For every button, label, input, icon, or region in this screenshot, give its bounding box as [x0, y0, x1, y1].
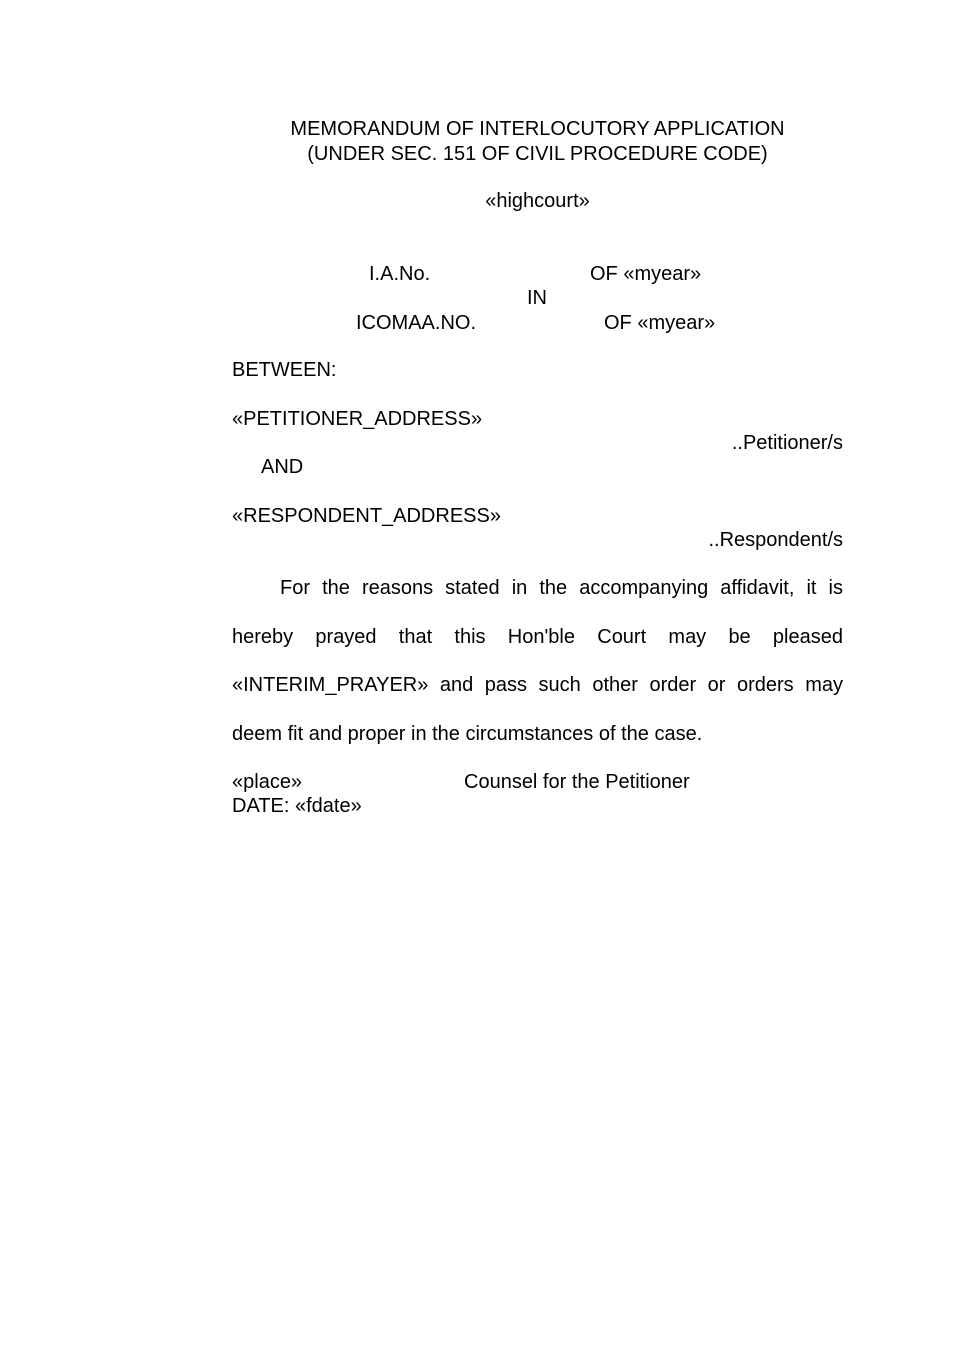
respondent-address: «RESPONDENT_ADDRESS»	[232, 505, 501, 527]
respondent-role: ..Respondent/s	[708, 529, 843, 551]
prayer-line-4: deem fit and proper in the circumstances of the case.	[232, 723, 703, 745]
document-subtitle: (UNDER SEC. 151 OF CIVIL PROCEDURE CODE)	[307, 143, 768, 165]
document-title: MEMORANDUM OF INTERLOCUTORY APPLICATION	[290, 118, 785, 140]
ia-number-label: I.A.No.	[369, 263, 431, 285]
ia-year: OF «myear»	[590, 263, 702, 285]
main-case-number-label: ICOMAA.NO.	[356, 312, 477, 334]
place-field: «place»	[232, 771, 303, 793]
and-label: AND	[261, 456, 304, 478]
prayer-line-1: For the reasons stated in the accompanying affidavit, it is	[280, 577, 843, 599]
petitioner-role: ..Petitioner/s	[731, 432, 843, 454]
court-name: «highcourt»	[485, 190, 590, 212]
petitioner-address: «PETITIONER_ADDRESS»	[232, 408, 483, 430]
counsel-signature-label: Counsel for the Petitioner	[464, 771, 690, 793]
between-label: BETWEEN:	[232, 359, 337, 381]
date-field: DATE: «fdate»	[232, 795, 362, 817]
prayer-line-3: «INTERIM_PRAYER» and pass such other order or orders may	[232, 674, 843, 696]
main-case-year: OF «myear»	[604, 312, 716, 334]
prayer-line-2: hereby prayed that this Hon'ble Court may be pleased	[232, 626, 843, 648]
in-label: IN	[527, 287, 547, 309]
